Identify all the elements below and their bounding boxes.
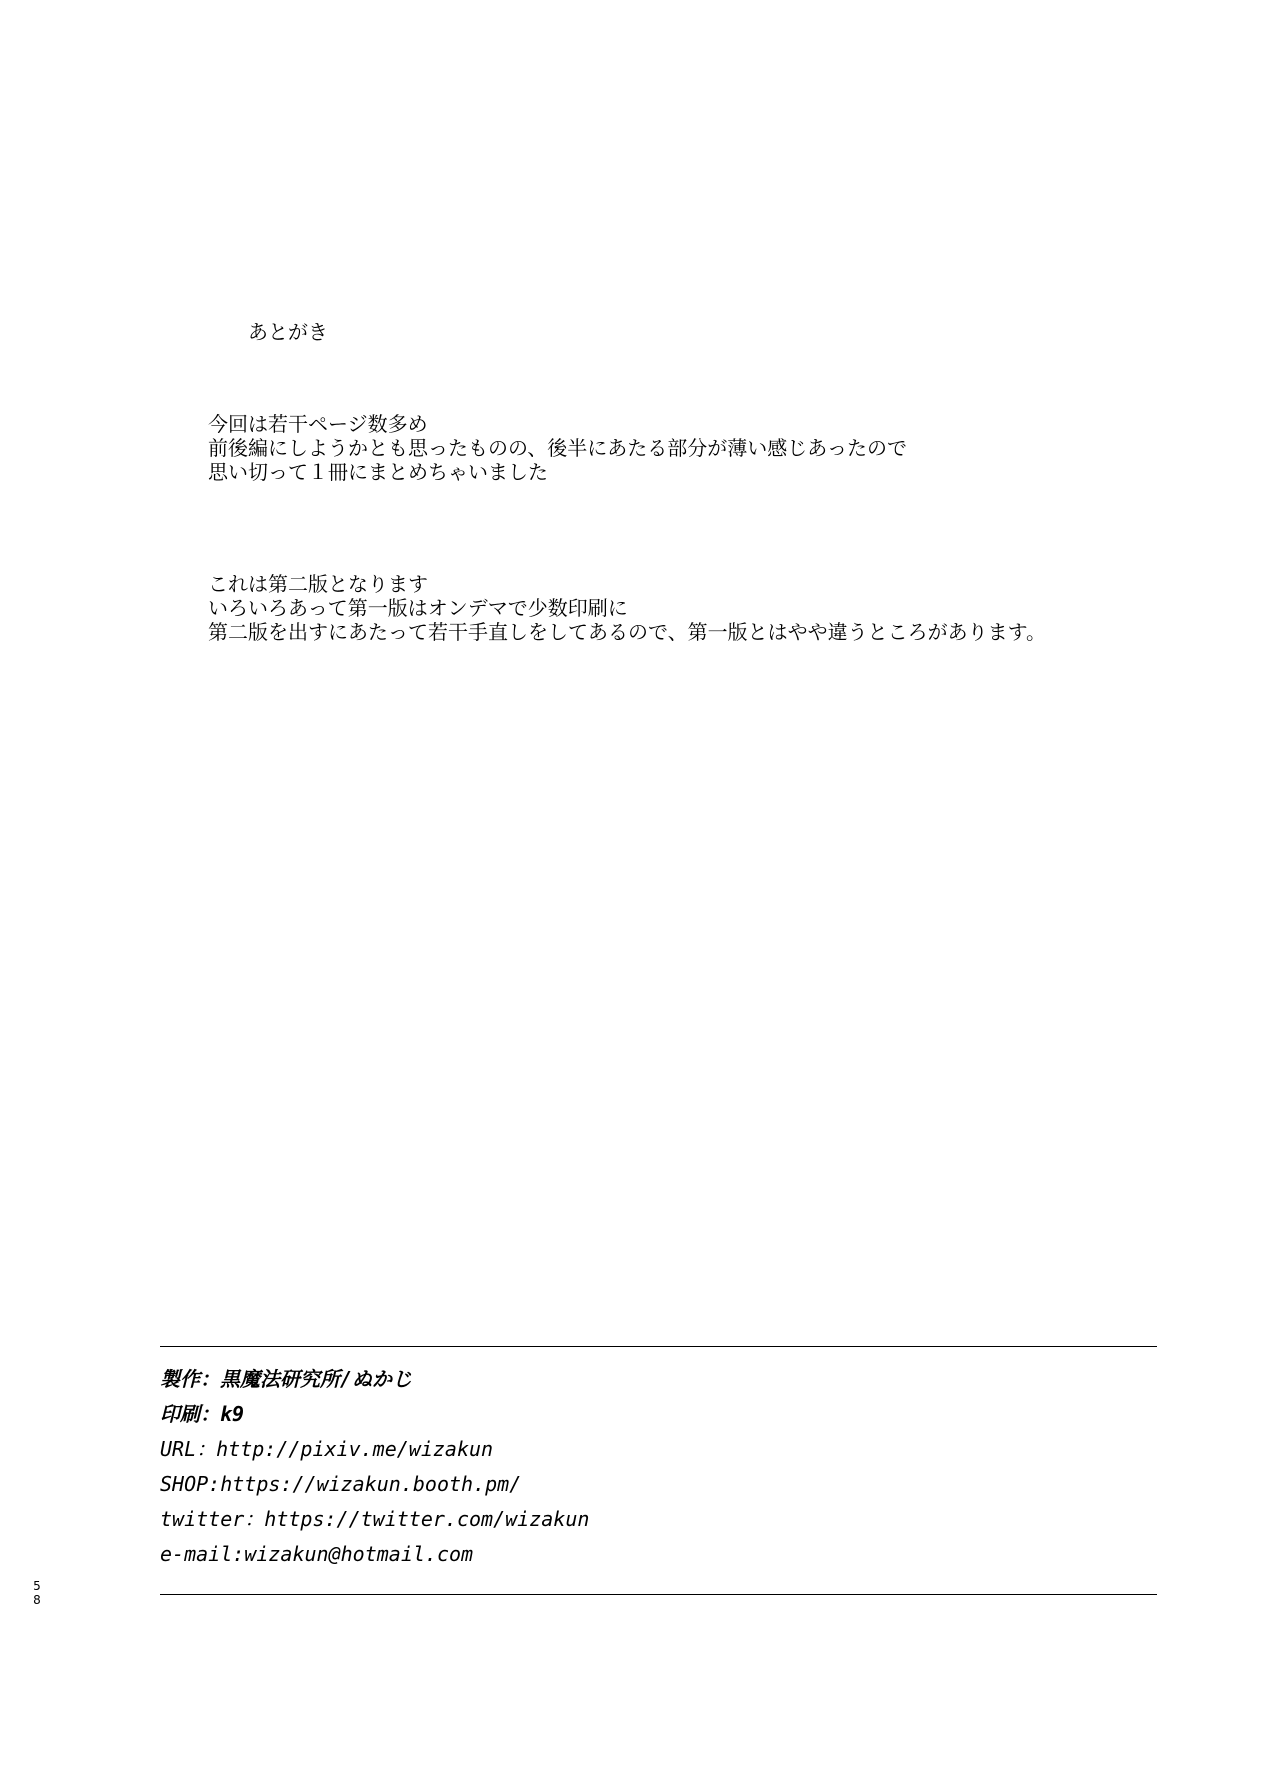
page-number-digit: 8 (33, 1593, 41, 1607)
page-number-digit: 5 (33, 1579, 41, 1593)
page-number (30, 1579, 44, 1607)
credit-twitter: twitter：https://twitter.com/wizakun (160, 1507, 590, 1531)
credit-production: 製作：黒魔法研究所/ぬかじ (160, 1367, 413, 1391)
paragraph-line: 前後編にしようかとも思ったものの、後半にあたる部分が薄い感じあったので (208, 436, 907, 460)
credits-divider-top (160, 1346, 1157, 1347)
afterword-heading: あとがき (248, 320, 328, 344)
credit-email: e-mail:wizakun@hotmail.com (160, 1542, 474, 1566)
paragraph-line: 今回は若干ページ数多め (208, 412, 428, 436)
credits-divider-bottom (160, 1594, 1157, 1595)
credit-url: URL：http://pixiv.me/wizakun (160, 1437, 494, 1461)
afterword-paragraph-2 (208, 572, 1046, 644)
colophon-credits (160, 1362, 589, 1572)
credit-shop: SHOP:https://wizakun.booth.pm/ (160, 1472, 522, 1496)
paragraph-line: これは第二版となります (208, 572, 428, 596)
afterword-paragraph-1 (208, 412, 907, 484)
paragraph-line: 第二版を出すにあたって若干手直しをしてあるので、第一版とはやや違うところがあります。 (208, 620, 1046, 644)
paragraph-line: いろいろあって第一版はオンデマで少数印刷に (208, 596, 628, 620)
paragraph-line: 思い切って１冊にまとめちゃいました (208, 460, 548, 484)
credit-printing: 印刷：k9 (160, 1402, 245, 1426)
